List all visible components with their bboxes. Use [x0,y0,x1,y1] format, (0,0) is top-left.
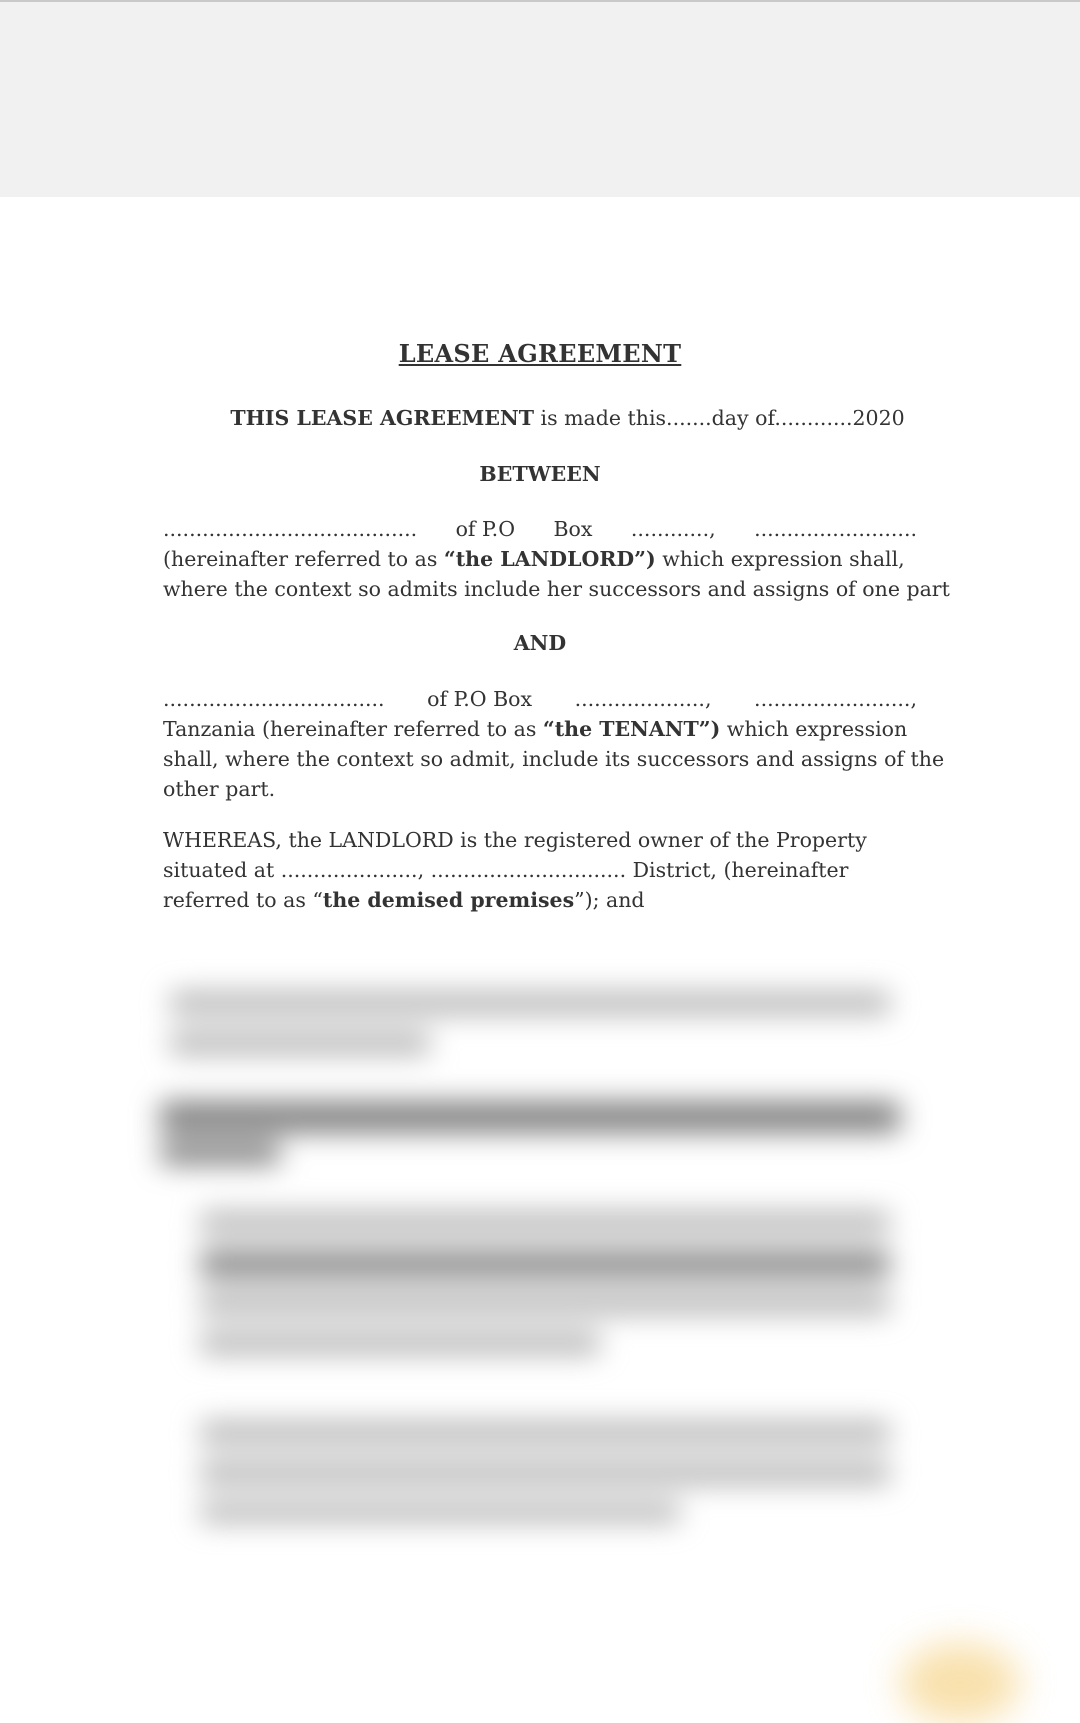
document-title: LEASE AGREEMENT [398,339,682,368]
tenant-line-4: other part. [163,777,276,801]
corner-glow [900,1643,1020,1723]
intro-rest: is made this.......day of............2020 [534,406,905,430]
whereas-line-1: WHEREAS, the LANDLORD is the registered owner of the Property [163,828,867,852]
and-heading: AND [513,631,567,655]
landlord-line-2: (hereinafter referred to as “the LANDLORD”) which expression shall, [163,547,905,571]
tenant-line-2: Tanzania (hereinafter referred to as “the TENANT”) which expression [163,717,908,741]
tenant-line-3: shall, where the context so admit, include its successors and assigns of the [163,747,945,771]
whereas-paragraph [163,825,917,915]
viewer-top-bar [0,0,1080,197]
landlord-line-3: where the context so admits include her successors and assigns of one part [163,577,950,601]
landlord-line-1: ....................................... of P.O Box ............, ......................... [163,517,917,541]
document-page[interactable] [0,197,1080,1683]
blurred-content-preview [150,962,930,1542]
tenant-paragraph [163,684,945,804]
landlord-paragraph [163,514,950,604]
intro-bold: THIS LEASE AGREEMENT [230,406,534,430]
intro-line [163,403,917,433]
whereas-line-2: situated at ....................., .............................. District, (hereinafter [163,858,849,882]
between-heading: BETWEEN [479,462,601,486]
tenant-line-1: .................................. of P.O Box ...................., ........................, [163,687,917,711]
whereas-line-3: referred to as “the demised premises”); and [163,888,645,912]
